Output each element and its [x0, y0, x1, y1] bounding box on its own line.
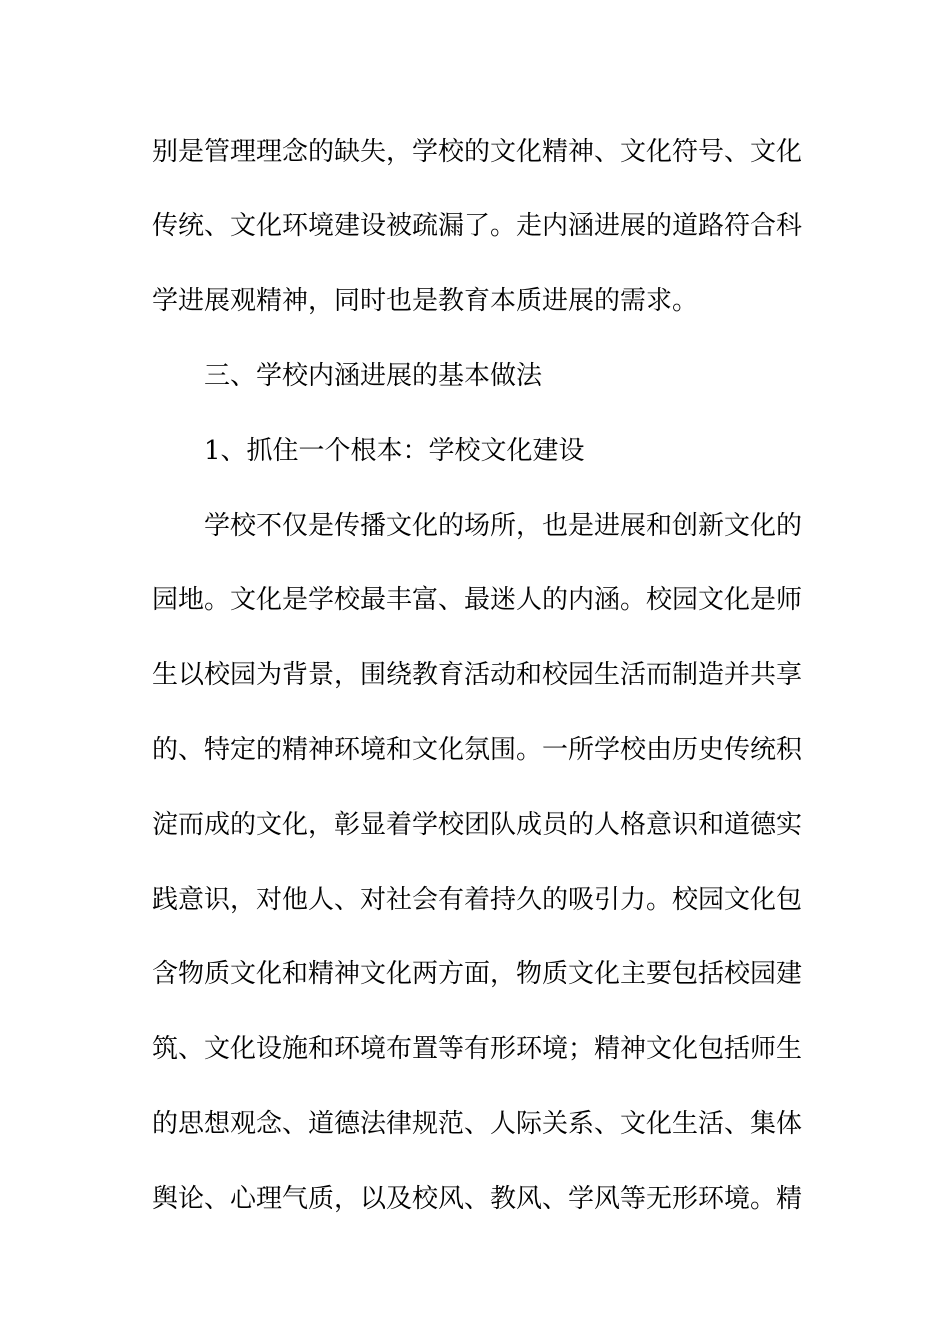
- paragraph-line: 园地。文化是学校最丰富、最迷人的内涵。校园文化是师: [152, 585, 803, 615]
- paragraph-line: 含物质文化和精神文化两方面，物质文化主要包括校园建: [152, 959, 803, 989]
- paragraph-line: 筑、文化设施和环境布置等有形环境；精神文化包括师生: [152, 1034, 803, 1064]
- paragraph-line: 学进展观精神，同时也是教育本质进展的需求。: [152, 286, 699, 316]
- subsection-heading: 1、抓住一个根本：学校文化建设: [204, 436, 585, 466]
- paragraph-line: 淀而成的文化，彰显着学校团队成员的人格意识和道德实: [152, 810, 803, 840]
- paragraph-line: 践意识，对他人、对社会有着持久的吸引力。校园文化包: [152, 885, 803, 915]
- paragraph-line: 舆论、心理气质，以及校风、教风、学风等无形环境。精: [152, 1184, 803, 1214]
- paragraph-line: 的、特定的精神环境和文化氛围。一所学校由历史传统积: [152, 735, 803, 765]
- paragraph-line: 学校不仅是传播文化的场所，也是进展和创新文化的: [204, 511, 803, 541]
- paragraph-line: 传统、文化环境建设被疏漏了。走内涵进展的道路符合科: [152, 211, 803, 241]
- paragraph-line: 别是管理理念的缺失，学校的文化精神、文化符号、文化: [152, 137, 803, 167]
- paragraph-line: 的思想观念、道德法律规范、人际关系、文化生活、集体: [152, 1109, 803, 1139]
- section-heading: 三、学校内涵进展的基本做法: [204, 361, 543, 391]
- paragraph-line: 生以校园为背景，围绕教育活动和校园生活而制造并共享: [152, 660, 803, 690]
